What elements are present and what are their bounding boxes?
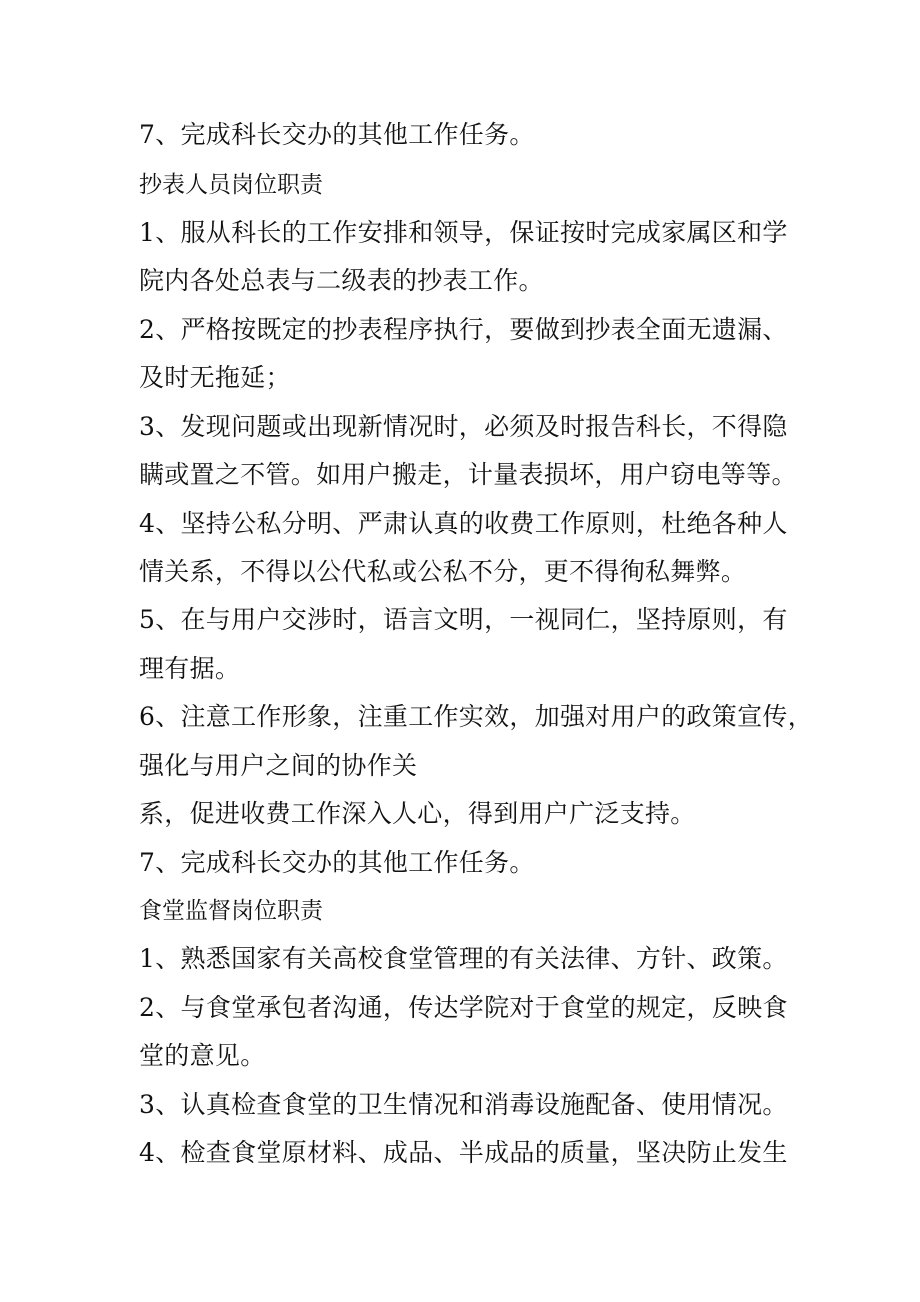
- section-heading: 食堂监督岗位职责: [139, 898, 323, 924]
- text-line: 强化与用户之间的协作关: [139, 751, 418, 780]
- text-line: 院内各处总表与二级表的抄表工作。: [139, 266, 544, 295]
- text-line: 3、发现问题或出现新情况时，必须及时报告科长，不得隐: [139, 412, 788, 441]
- text-line: 及时无拖延；: [139, 363, 291, 392]
- text-line: 理有据。: [139, 654, 241, 683]
- text-line: 堂的意见。: [139, 1041, 266, 1070]
- text-line: 1、熟悉国家有关高校食堂管理的有关法律、方针、政策。: [139, 944, 788, 973]
- text-line: 瞒或置之不管。如用户搬走，计量表损坏，用户窃电等等。: [139, 460, 797, 489]
- text-line: 7、完成科长交办的其他工作任务。: [139, 848, 535, 877]
- section-heading: 抄表人员岗位职责: [139, 172, 323, 198]
- text-line: 1、服从科长的工作安排和领导，保证按时完成家属区和学: [139, 218, 788, 247]
- text-line: 7、完成科长交办的其他工作任务。: [139, 120, 535, 149]
- text-line: 情关系，不得以公代私或公私不分，更不得徇私舞弊。: [139, 557, 747, 586]
- text-line: 系，促进收费工作深入人心，得到用户广泛支持。: [139, 799, 696, 828]
- text-line: 4、坚持公私分明、严肃认真的收费工作原则，杜绝各种人: [139, 509, 788, 538]
- text-line: 4、检查食堂原材料、成品、半成品的质量，坚决防止发生: [139, 1138, 788, 1167]
- text-line: 5、在与用户交涉时，语言文明，一视同仁，坚持原则，有: [139, 605, 788, 634]
- text-line: 6、注意工作形象，注重工作实效，加强对用户的政策宣传，: [139, 702, 814, 731]
- text-line: 2、与食堂承包者沟通，传达学院对于食堂的规定，反映食: [139, 993, 788, 1022]
- text-line: 2、严格按既定的抄表程序执行，要做到抄表全面无遗漏、: [139, 315, 788, 344]
- text-line: 3、认真检查食堂的卫生情况和消毒设施配备、使用情况。: [139, 1090, 788, 1119]
